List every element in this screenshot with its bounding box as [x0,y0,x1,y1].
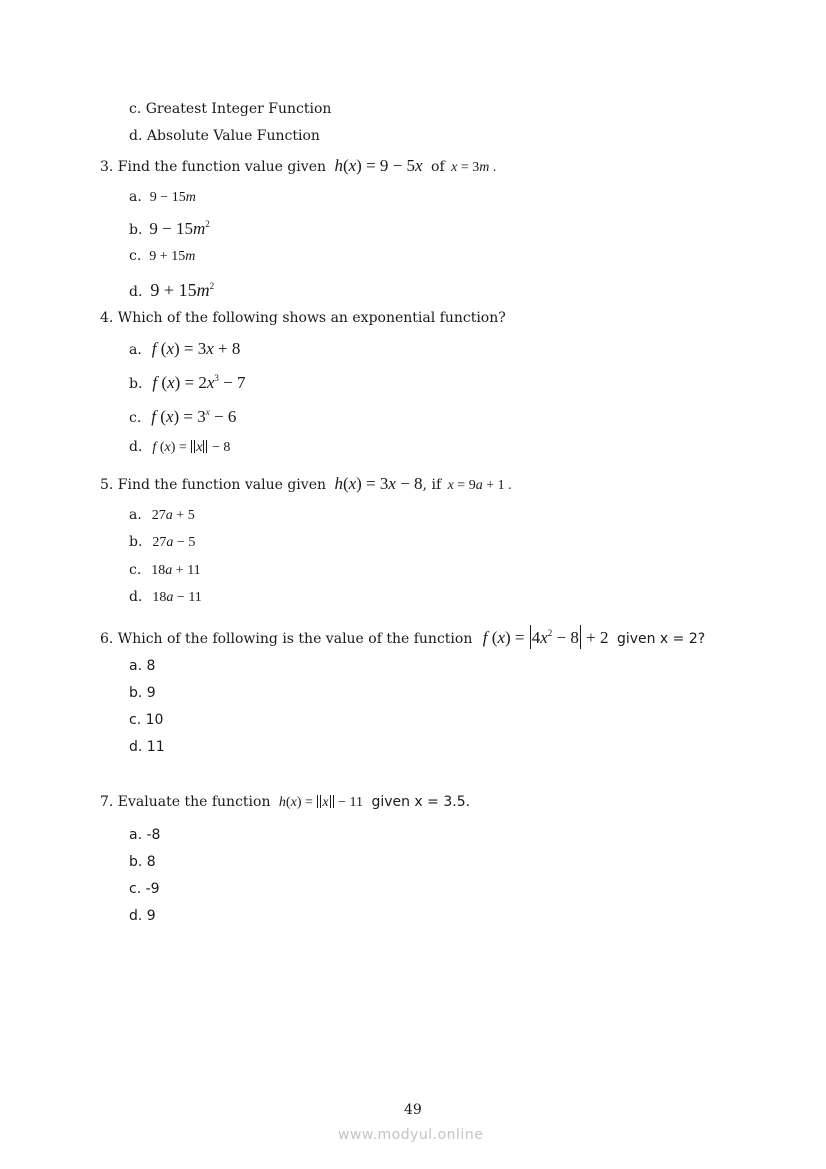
q7-function-expression: h(x) = x − 11 [278,795,363,810]
q7-option-a: a. -8 [129,827,161,843]
q5-option-a-label: a. [129,507,142,523]
q3-option-d-label: d. [129,284,143,300]
q3-prompt [100,157,496,175]
q7-option-b: b. 8 [129,854,156,870]
q6-given-text: given x = 2? [616,631,706,647]
q7-prompt [100,795,470,810]
q6-option-c: c. 10 [129,712,164,728]
watermark: www.modyul.online [338,1127,484,1143]
q3-function-expression: h(x) = 9 − 5x [334,156,423,175]
q4-option-a-label: a. [129,342,142,358]
q6-prompt-text: 6. Which of the following is the value of the function [100,631,473,647]
q3-option-a: a. 9 − 15m [129,189,196,205]
q5-option-b-label: b. [129,534,143,550]
q2-option-c: c. Greatest Integer Function [129,101,332,117]
q3-x-value: x = 3m . [451,160,497,175]
q5-prompt-text: 5. Find the function value given [100,477,326,493]
q5-option-d: d. 18a − 11 [129,589,202,605]
q5-x-value: x = 9a + 1 . [447,478,512,493]
q4-option-b-label: b. [129,376,143,392]
q6-function-expression: f $(x) = 4x^2 - 8 + 2$ [483,628,609,647]
q3-option-c: c. 9 + 15m [129,248,196,264]
q5-if-text: , if [422,477,442,493]
q3-option-b: b. $9 - 15m^2$ [129,219,210,238]
q5-option-d-label: d. [129,589,143,605]
q5-option-b: b. 27a − 5 [129,534,196,550]
q3-option-c-label: c. [129,248,142,264]
q4-option-d: d. f (x) = x − 8 [129,439,231,455]
q6-prompt [100,625,705,649]
q5-function-expression: h(x) = 3x − 8 [334,474,423,493]
q4-option-c-label: c. [129,410,142,426]
q2-option-d: d. Absolute Value Function [129,128,320,144]
q4-option-d-label: d. [129,439,143,455]
q7-given-text: given x = 3.5. [371,794,471,810]
q4-option-a: a. f (x) = 3x + 8 [129,339,241,358]
q3-option-d: d. $9 + 15m^2$ [129,280,215,300]
q5-option-c: c. 18a + 11 [129,562,201,578]
q7-option-c: c. -9 [129,881,160,897]
q7-prompt-text: 7. Evaluate the function [100,794,271,810]
q5-option-c-label: c. [129,562,142,578]
q4-option-c: c. f $(x) = 3^x - 6$ [129,407,237,426]
q5-prompt [100,475,512,493]
q7-option-d: d. 9 [129,908,156,924]
q3-option-b-label: b. [129,222,143,238]
q4-prompt: 4. Which of the following shows an exponential function? [100,310,506,326]
q6-option-d: d. 11 [129,739,165,755]
page-number: 49 [404,1102,422,1118]
q5-option-a: a. 27a + 5 [129,507,195,523]
q6-option-b: b. 9 [129,685,156,701]
q4-option-b: b. f $(x) = 2x^3 - 7$ [129,373,246,392]
q3-option-a-label: a. [129,189,142,205]
q3-prompt-text: 3. Find the function value given [100,159,326,175]
q3-of-text: of [431,159,445,175]
q6-option-a: a. 8 [129,658,156,674]
